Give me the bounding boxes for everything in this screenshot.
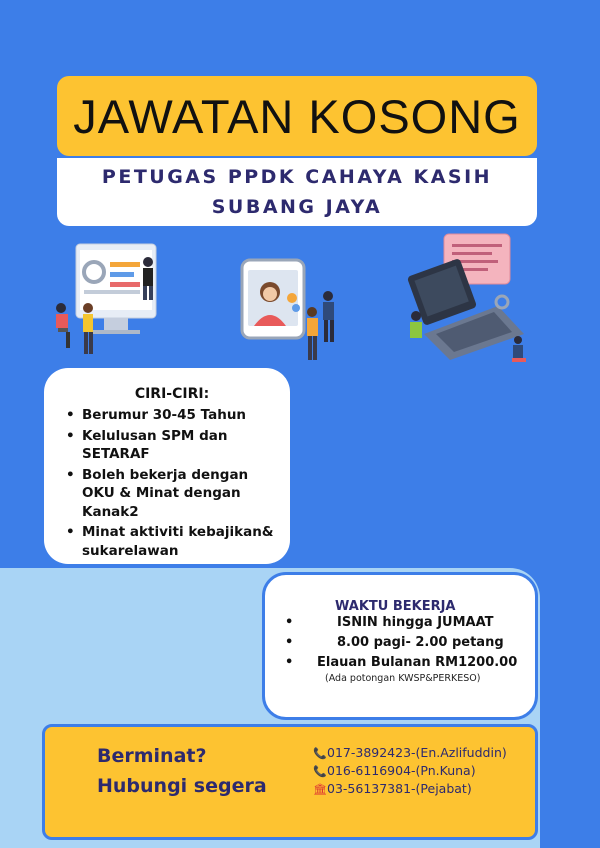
subtitle-line-2: SUBANG JAYA: [211, 196, 383, 218]
cta-line-1: Berminat?: [97, 745, 207, 767]
office-team-illustration: [52, 240, 162, 360]
phone-icon: 📞: [313, 765, 327, 778]
phone-icon: 📞: [313, 747, 327, 760]
requirements-card: [44, 368, 290, 564]
contact-box: [42, 724, 538, 840]
office-icon: 🏛: [313, 783, 327, 796]
requirement-item: • Berumur 30-45 Tahun: [64, 406, 280, 425]
contact-item[interactable]: 📞016-6116904-(Pn.Kuna): [313, 763, 476, 778]
subtitle-line-1: PETUGAS PPDK CAHAYA KASIH: [101, 166, 493, 188]
contact-item[interactable]: 🏛03-56137381-(Pejabat): [313, 781, 472, 796]
contact-item[interactable]: 📞017-3892423-(En.Azlifuddin): [313, 745, 507, 760]
requirement-item: • Minat aktiviti kebajikan& sukarelawan: [64, 523, 280, 560]
requirement-item: • Boleh bekerja dengan OKU & Minat dengan Kanak2: [64, 466, 280, 522]
video-call-illustration: [240, 254, 346, 364]
requirements-list: [64, 406, 280, 560]
laptop-coding-illustration: [394, 230, 534, 370]
work-hours-card: WAKTU BEKERJA • ISNIN hingga JUMAAT • 8.00 pagi- 2.00 petang • Elauan Bulanan RM1200.00 (Ada potongan KWSP&PERKESO): [262, 572, 538, 720]
requirements-heading: CIRI-CIRI:: [134, 386, 210, 402]
work-hours-heading: WAKTU BEKERJA: [335, 599, 456, 614]
cta-line-2: Hubungi segera: [97, 775, 267, 797]
page-title: JAWATAN KOSONG: [73, 89, 521, 143]
subtitle-banner: [57, 158, 537, 226]
requirement-item: • Kelulusan SPM dan SETARAF: [64, 427, 280, 464]
title-banner: [57, 76, 537, 156]
work-note: (Ada potongan KWSP&PERKESO): [325, 673, 481, 684]
